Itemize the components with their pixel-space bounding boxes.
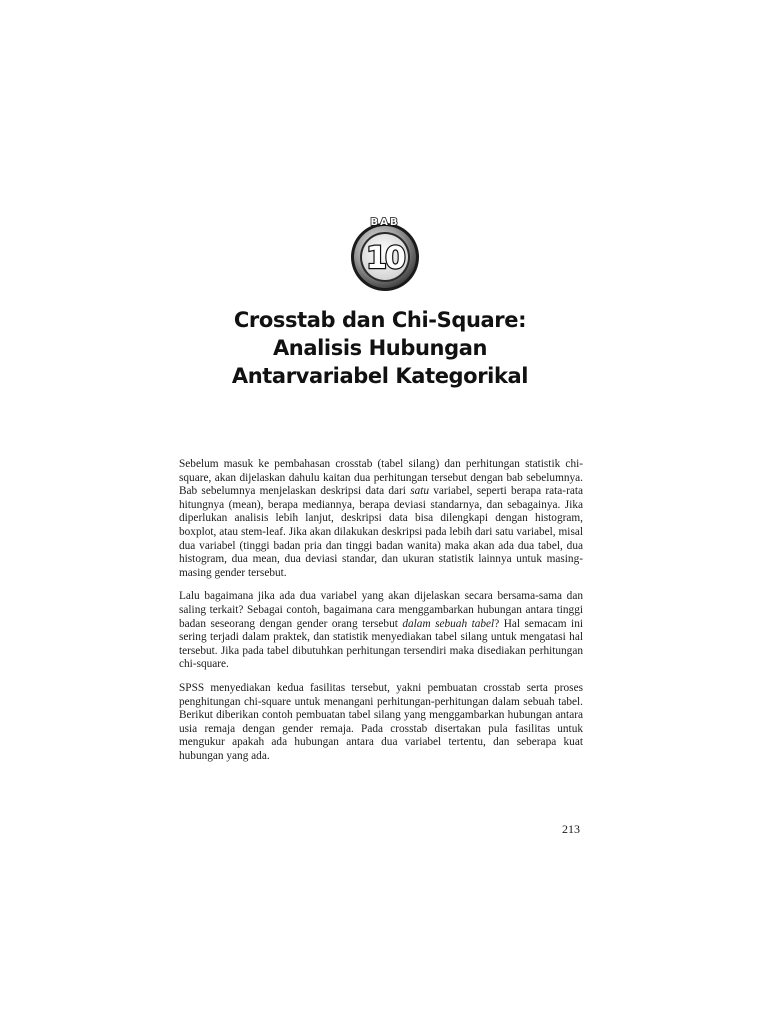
body-text [179,458,583,773]
paragraph-2-text-a: Lalu bagaimana jika ada dua variabel yang akan dijelaskan secara bersama-sama dan saling terkait? Sebagai contoh, bagaimana cara menggambarkan hubungan antara tinggi badan seseorang dengan gender orang tersebut [179,590,583,630]
chapter-title-line-2: Analisis Hubungan [272,336,488,360]
chapter-number: 10 [366,241,404,276]
paragraph-1 [179,458,583,580]
paragraph-1-text-b: variabel, seperti berapa rata-rata hitungnya (mean), berapa mediannya, berapa deviasi standarnya, dan sebagainya. Jika diperlukan analisis lebih lanjut, deskripsi data bisa dilengkapi dengan histogram, boxplot, atau stem-leaf. Jika akan dilakukan deskripsi pada lebih dari satu variabel, misal dua variabel (tinggi badan pria dan tinggi badan wanita) maka akan ada dua tabel, dua histogram, dua mean, dua deviasi standar, dan ukuran statistik lainnya untuk masing-masing gender tersebut. [179,485,583,579]
paragraph-3: SPSS menyediakan kedua fasilitas tersebut, yakni pembuatan crosstab serta proses penghitungan chi-square untuk menangani perhitungan-perhitungan dalam sebuah tabel. Berikut diberikan contoh pembuatan tabel silang yang menggambarkan hubungan antara usia remaja dengan gender remaja. Pada crosstab disertakan pula fasilitas untuk mengukur apakah ada hubungan antara dua variabel tertentu, dan seberapa kuat hubungan yang ada. [179,681,583,762]
paragraph-2-text-b: ? Hal semacam ini sering terjadi dalam praktek, dan statistik menyediakan tabel silang untuk mengatasi hal tersebut. Jika pada tabel dibutuhkan perhitungan tersendiri maka disediakan perhitungan chi-square. [179,617,583,671]
chapter-title [180,306,580,390]
page-number: 213 [562,822,580,836]
chapter-title-line-3: Antarvariabel Kategorikal [231,364,529,388]
paragraph-1-text-a: Sebelum masuk ke pembahasan crosstab (tabel silang) dan perhitungan statistik chi-square, akan dijelaskan dahulu kaitan dua perhitungan tersebut dengan bab sebelumnya. Bab sebelumnya menjelaskan deskripsi data dari [179,458,583,498]
chapter-badge-label: BAB [370,217,400,228]
paragraph-2 [179,590,583,672]
paragraph-1-emphasis: satu [410,485,430,498]
chapter-title-line-1: Crosstab dan Chi-Square: [233,308,527,332]
chapter-badge [340,208,430,298]
paragraph-2-emphasis: dalam sebuah tabel [402,617,495,630]
